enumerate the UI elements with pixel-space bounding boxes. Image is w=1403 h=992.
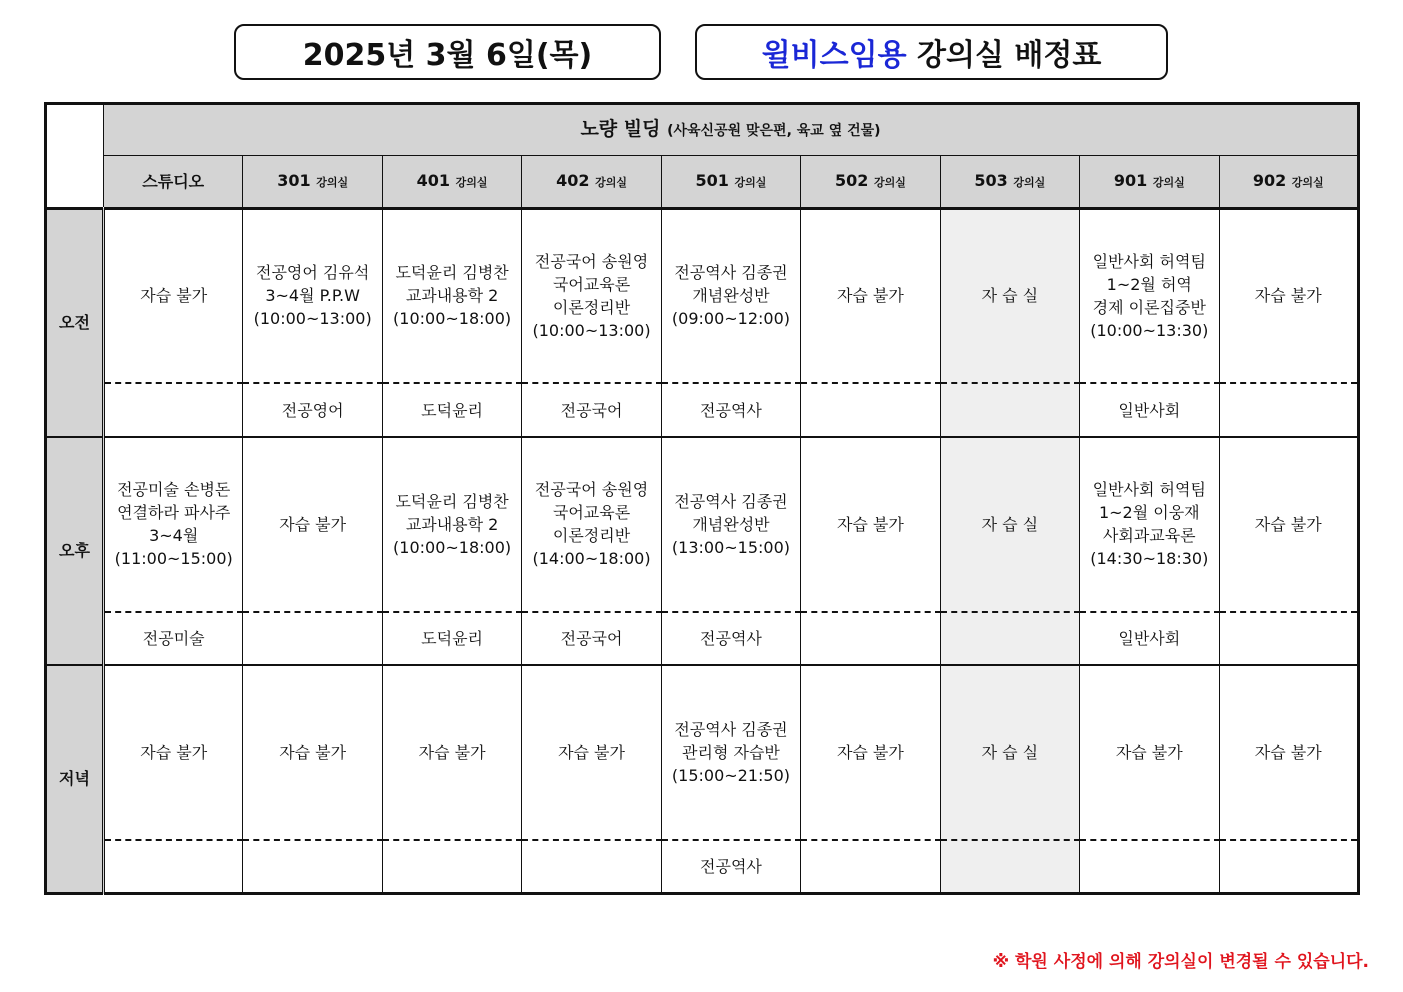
building-note: (사육신공원 맞은편, 육교 옆 건물) (667, 122, 881, 139)
room-number: 스튜디오 (142, 171, 205, 191)
schedule-cell: 도덕윤리 김병찬 교과내용학 2 (10:00~18:00) (382, 437, 521, 612)
subject-cell (382, 840, 521, 894)
schedule-heading: 강의실 배정표 (917, 38, 1102, 73)
room-suffix: 강의실 (316, 175, 349, 189)
subject-cell (522, 840, 661, 894)
schedule-cell: 전공영어 김유석 3~4월 P.P.W (10:00~13:00) (243, 208, 382, 383)
room-header (104, 156, 243, 208)
schedule-cell: 자습 불가 (1219, 437, 1359, 612)
schedule-cell: 자습 불가 (104, 665, 243, 840)
room-suffix: 강의실 (1152, 175, 1185, 189)
schedule-cell: 전공국어 송원영 국어교육론 이론정리반 (14:00~18:00) (522, 437, 661, 612)
subject-cell (1219, 840, 1359, 894)
subject-cell (801, 840, 940, 894)
schedule-cell: 자습 불가 (243, 665, 382, 840)
schedule-cell: 자 습 실 (940, 665, 1079, 840)
schedule-cell: 자습 불가 (1219, 208, 1359, 383)
subject-cell (940, 383, 1079, 436)
period-label: 저녁 (46, 665, 104, 894)
subject-cell: 도덕윤리 (382, 383, 521, 436)
subject-cell: 전공국어 (522, 383, 661, 436)
schedule-cell: 도덕윤리 김병찬 교과내용학 2 (10:00~18:00) (382, 208, 521, 383)
schedule-cell: 자습 불가 (801, 437, 940, 612)
subject-cell (801, 612, 940, 665)
building-name: 노량 빌딩 (580, 117, 661, 140)
schedule-cell: 자습 불가 (1080, 665, 1219, 840)
date-text: 2025년 3월 6일(목) (302, 38, 593, 73)
room-number: 503 (974, 170, 1008, 190)
room-number: 301 (277, 170, 311, 190)
schedule-cell: 자 습 실 (940, 208, 1079, 383)
subject-cell (1219, 383, 1359, 436)
room-number: 501 (695, 170, 729, 190)
room-header (1219, 156, 1359, 208)
subject-cell: 전공역사 (661, 383, 800, 436)
schedule-cell: 전공역사 김종권 관리형 자습반 (15:00~21:50) (661, 665, 800, 840)
room-assignment-table (44, 102, 1360, 895)
schedule-cell: 전공역사 김종권 개념완성반 (09:00~12:00) (661, 208, 800, 383)
table-corner (46, 104, 104, 209)
subject-cell: 전공역사 (661, 840, 800, 894)
period-label: 오전 (46, 208, 104, 437)
subject-cell (104, 383, 243, 436)
schedule-cell: 자습 불가 (104, 208, 243, 383)
brand-name: 윌비스임용 (761, 38, 907, 73)
room-number: 902 (1252, 170, 1287, 190)
subject-cell (1219, 612, 1359, 665)
room-suffix: 강의실 (595, 175, 627, 189)
subject-cell (243, 840, 382, 894)
subject-cell: 전공영어 (243, 383, 382, 436)
room-header (382, 156, 521, 208)
subject-cell (104, 840, 243, 894)
schedule-cell: 자습 불가 (243, 437, 382, 612)
notice-text: ※ 학원 사정에 의해 강의실이 변경될 수 있습니다. (992, 952, 1369, 972)
room-header (661, 156, 800, 208)
subject-cell: 전공국어 (522, 612, 661, 665)
room-suffix: 강의실 (1291, 175, 1324, 189)
room-number: 901 (1113, 170, 1148, 190)
subject-cell (1080, 840, 1219, 894)
schedule-cell: 전공역사 김종권 개념완성반 (13:00~15:00) (661, 437, 800, 612)
schedule-cell: 일반사회 허역팀 1~2월 이웅재 사회과교육론 (14:30~18:30) (1080, 437, 1219, 612)
schedule-cell: 자 습 실 (940, 437, 1079, 612)
schedule-cell: 자습 불가 (382, 665, 521, 840)
schedule-cell: 자습 불가 (1219, 665, 1359, 840)
date-title (234, 24, 661, 80)
schedule-cell: 자습 불가 (522, 665, 661, 840)
subject-cell (243, 612, 382, 665)
schedule-cell: 전공미술 손병돈 연결하라 파사주 3~4월 (11:00~15:00) (104, 437, 243, 612)
room-header (243, 156, 382, 208)
building-header (104, 104, 1359, 156)
schedule-cell: 자습 불가 (801, 665, 940, 840)
room-header (1080, 156, 1219, 208)
subject-cell: 일반사회 (1080, 612, 1219, 665)
room-header (801, 156, 940, 208)
room-number: 502 (834, 170, 869, 190)
room-header (522, 156, 661, 208)
schedule-cell: 일반사회 허역팀 1~2월 허역 경제 이론집중반 (10:00~13:30) (1080, 208, 1219, 383)
subject-cell (801, 383, 940, 436)
period-label: 오후 (46, 437, 104, 665)
subject-cell: 전공미술 (104, 612, 243, 665)
room-suffix: 강의실 (734, 175, 767, 189)
subject-cell (940, 612, 1079, 665)
schedule-cell: 전공국어 송원영 국어교육론 이론정리반 (10:00~13:00) (522, 208, 661, 383)
room-number: 402 (556, 170, 590, 190)
subject-cell: 도덕윤리 (382, 612, 521, 665)
subject-cell: 일반사회 (1080, 383, 1219, 436)
room-header (940, 156, 1079, 208)
room-suffix: 강의실 (1013, 175, 1046, 189)
room-suffix: 강의실 (873, 175, 906, 189)
schedule-title (695, 24, 1168, 80)
subject-cell (940, 840, 1079, 894)
subject-cell: 전공역사 (661, 612, 800, 665)
room-number: 401 (416, 170, 451, 190)
room-suffix: 강의실 (455, 175, 488, 189)
schedule-cell: 자습 불가 (801, 208, 940, 383)
